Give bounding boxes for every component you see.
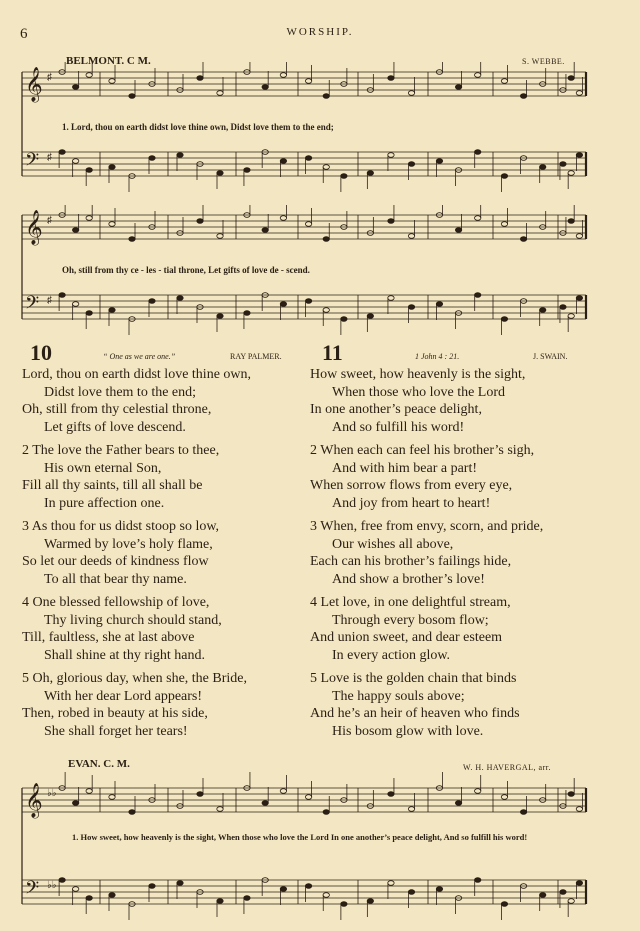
notehead	[388, 792, 394, 797]
hymn-11-verse-3: 3 When, free from envy, scorn, and pride, Our wishes all above, Each can his brother’s failings hide, And show a brother’s love!	[310, 519, 544, 587]
notehead	[408, 305, 414, 310]
notehead	[86, 789, 92, 794]
notehead	[305, 222, 311, 227]
key-signature: ♭♭	[47, 880, 57, 891]
notehead	[367, 314, 373, 319]
notehead	[177, 153, 183, 158]
notehead	[323, 165, 329, 170]
hymn-11-verse-4: 4 Let love, in one delightful stream, Through every bosom flow; And union sweet, and dear esteem In every action glow.	[310, 595, 511, 663]
key-signature: ♯	[47, 152, 52, 163]
notehead	[436, 887, 442, 892]
notehead	[86, 216, 92, 221]
notehead	[129, 94, 135, 99]
notehead	[560, 162, 566, 167]
notehead	[568, 219, 574, 224]
notehead	[501, 902, 507, 907]
notehead	[475, 293, 481, 298]
notehead	[568, 899, 574, 904]
hymn-10-verse-5: 5 Oh, glorious day, when she, the Bride, With her dear Lord appears! Then, robed in beauty at his side, She shall forget her tears!	[22, 671, 247, 739]
notehead	[72, 302, 78, 307]
notehead	[408, 234, 414, 239]
notehead	[280, 887, 286, 892]
notehead	[540, 893, 546, 898]
key-signature: ♭♭	[47, 788, 57, 799]
notehead	[86, 73, 92, 78]
notehead	[59, 150, 65, 155]
tune-composer-belmont: S. WEBBE.	[522, 57, 565, 66]
notehead	[72, 801, 78, 806]
notehead	[72, 85, 78, 90]
notehead	[436, 159, 442, 164]
key-signature: ♯	[47, 215, 52, 226]
notehead	[262, 801, 268, 806]
notehead	[475, 216, 481, 221]
notehead	[72, 159, 78, 164]
notehead	[408, 890, 414, 895]
notehead	[129, 237, 135, 242]
hymn-11-verse-2: 2 When each can feel his brother’s sigh, And with him bear a part! When sorrow flows from every eye, And joy from heart to heart!	[310, 443, 535, 511]
notehead	[576, 91, 582, 96]
notehead	[576, 153, 582, 158]
hymn-11-verse-1: How sweet, how heavenly is the sight, When those who love the Lord In one another’s peace delight, And so fulfill his word!	[310, 367, 526, 435]
notehead	[59, 878, 65, 883]
notehead	[540, 165, 546, 170]
notehead	[109, 79, 115, 84]
tune-name-belmont: BELMONT. C M.	[66, 55, 151, 67]
notehead	[244, 168, 250, 173]
notehead	[576, 234, 582, 239]
hymn-number-11: 11	[322, 340, 343, 365]
notehead	[280, 73, 286, 78]
notehead	[197, 76, 203, 81]
notehead	[367, 899, 373, 904]
notehead	[86, 896, 92, 901]
bass-clef-icon: 𝄢	[25, 878, 40, 903]
page-number: 6	[20, 26, 28, 42]
notehead	[305, 795, 311, 800]
notehead	[501, 222, 507, 227]
notehead	[149, 884, 155, 889]
notehead	[217, 171, 223, 176]
notehead	[576, 881, 582, 886]
notehead	[501, 317, 507, 322]
notehead	[305, 79, 311, 84]
evan-system-1	[18, 768, 588, 931]
notehead	[576, 296, 582, 301]
notehead	[109, 893, 115, 898]
belmont-system-1	[18, 62, 588, 202]
hymn-10-verse-2: 2 The love the Father bears to thee, His own eternal Son, Fill all thy saints, till all shall be In pure affection one.	[22, 443, 220, 511]
notehead	[560, 305, 566, 310]
notehead	[177, 881, 183, 886]
hymn-number-10: 10	[30, 340, 52, 365]
belmont-lyric-line-1: 1. Lord, thou on earth didst love thine own, Didst love them to the end;	[62, 122, 334, 132]
notehead	[560, 890, 566, 895]
notehead	[305, 156, 311, 161]
notehead	[455, 801, 461, 806]
hymn-11-source: 1 John 4 : 21.	[415, 352, 460, 361]
notehead	[501, 795, 507, 800]
notehead	[109, 165, 115, 170]
notehead	[568, 76, 574, 81]
hymn-10-verse-1: Lord, thou on earth didst love thine own, Didst love them to the end; Oh, still from thy celestial throne, Let gifts of love descend.	[22, 367, 252, 435]
notehead	[323, 810, 329, 815]
notehead	[149, 299, 155, 304]
notehead	[388, 296, 394, 301]
notehead	[388, 881, 394, 886]
notehead	[323, 308, 329, 313]
notehead	[262, 85, 268, 90]
treble-clef-icon: 𝄞	[25, 67, 43, 102]
notehead	[408, 91, 414, 96]
notehead	[86, 168, 92, 173]
bass-clef-icon: 𝄢	[25, 150, 40, 175]
notehead	[149, 156, 155, 161]
notehead	[323, 237, 329, 242]
hymn-10-verse-4: 4 One blessed fellowship of love, Thy living church should stand, Till, faultless, she at last above Shall shine at thy right hand.	[22, 595, 222, 663]
notehead	[109, 308, 115, 313]
notehead	[520, 237, 526, 242]
notehead	[576, 807, 582, 812]
notehead	[217, 91, 223, 96]
notehead	[305, 884, 311, 889]
key-signature: ♯	[47, 295, 52, 306]
belmont-lyric-line-2: Oh, still from thy ce - les - tial throne, Let gifts of love de - scend.	[62, 265, 310, 275]
notehead	[280, 159, 286, 164]
notehead	[217, 807, 223, 812]
notehead	[323, 94, 329, 99]
notehead	[501, 174, 507, 179]
notehead	[540, 308, 546, 313]
notehead	[217, 314, 223, 319]
treble-clef-icon: 𝄞	[25, 210, 43, 245]
treble-clef-icon: 𝄞	[25, 783, 43, 818]
tune-name-evan: EVAN. C. M.	[68, 758, 130, 770]
notehead	[262, 228, 268, 233]
notehead	[388, 153, 394, 158]
notehead	[455, 85, 461, 90]
notehead	[475, 789, 481, 794]
notehead	[341, 174, 347, 179]
tune-composer-evan: W. H. HAVERGAL, arr.	[463, 763, 551, 772]
notehead	[341, 317, 347, 322]
notehead	[436, 302, 442, 307]
notehead	[280, 216, 286, 221]
notehead	[280, 789, 286, 794]
notehead	[475, 73, 481, 78]
notehead	[568, 171, 574, 176]
notehead	[568, 314, 574, 319]
notehead	[217, 899, 223, 904]
notehead	[280, 302, 286, 307]
notehead	[367, 171, 373, 176]
notehead	[388, 219, 394, 224]
notehead	[197, 219, 203, 224]
notehead	[109, 222, 115, 227]
hymn-10-author: RAY PALMER.	[230, 352, 282, 361]
notehead	[86, 311, 92, 316]
hymn-11-author: J. SWAIN.	[533, 352, 568, 361]
hymn-10-verse-3: 3 As thou for us didst stoop so low, Warmed by love’s holy flame, So let our deeds of kindness flow To all that bear thy name.	[22, 519, 220, 587]
hymn-11-verse-5: 5 Love is the golden chain that binds The happy souls above; And he’s an heir of heaven who finds His bosom glow with love.	[310, 671, 520, 739]
notehead	[72, 887, 78, 892]
notehead	[388, 76, 394, 81]
notehead	[129, 810, 135, 815]
notehead	[323, 893, 329, 898]
notehead	[341, 902, 347, 907]
key-signature: ♯	[47, 72, 52, 83]
notehead	[72, 228, 78, 233]
hymn-10-source: “ One as we are one.”	[103, 352, 176, 361]
evan-lyric-line-1: 1. How sweet, how heavenly is the sight, When those who love the Lord In one another’s peace delight, And so fulfill his word!	[72, 832, 528, 842]
notehead	[455, 228, 461, 233]
notehead	[408, 162, 414, 167]
notehead	[217, 234, 223, 239]
notehead	[475, 878, 481, 883]
notehead	[475, 150, 481, 155]
notehead	[244, 896, 250, 901]
running-head: WORSHIP.	[286, 26, 354, 38]
notehead	[520, 810, 526, 815]
notehead	[244, 311, 250, 316]
notehead	[109, 795, 115, 800]
notehead	[59, 293, 65, 298]
notehead	[177, 296, 183, 301]
notehead	[197, 792, 203, 797]
notehead	[501, 79, 507, 84]
bass-clef-icon: 𝄢	[25, 293, 40, 318]
notehead	[568, 792, 574, 797]
notehead	[520, 94, 526, 99]
notehead	[408, 807, 414, 812]
notehead	[305, 299, 311, 304]
